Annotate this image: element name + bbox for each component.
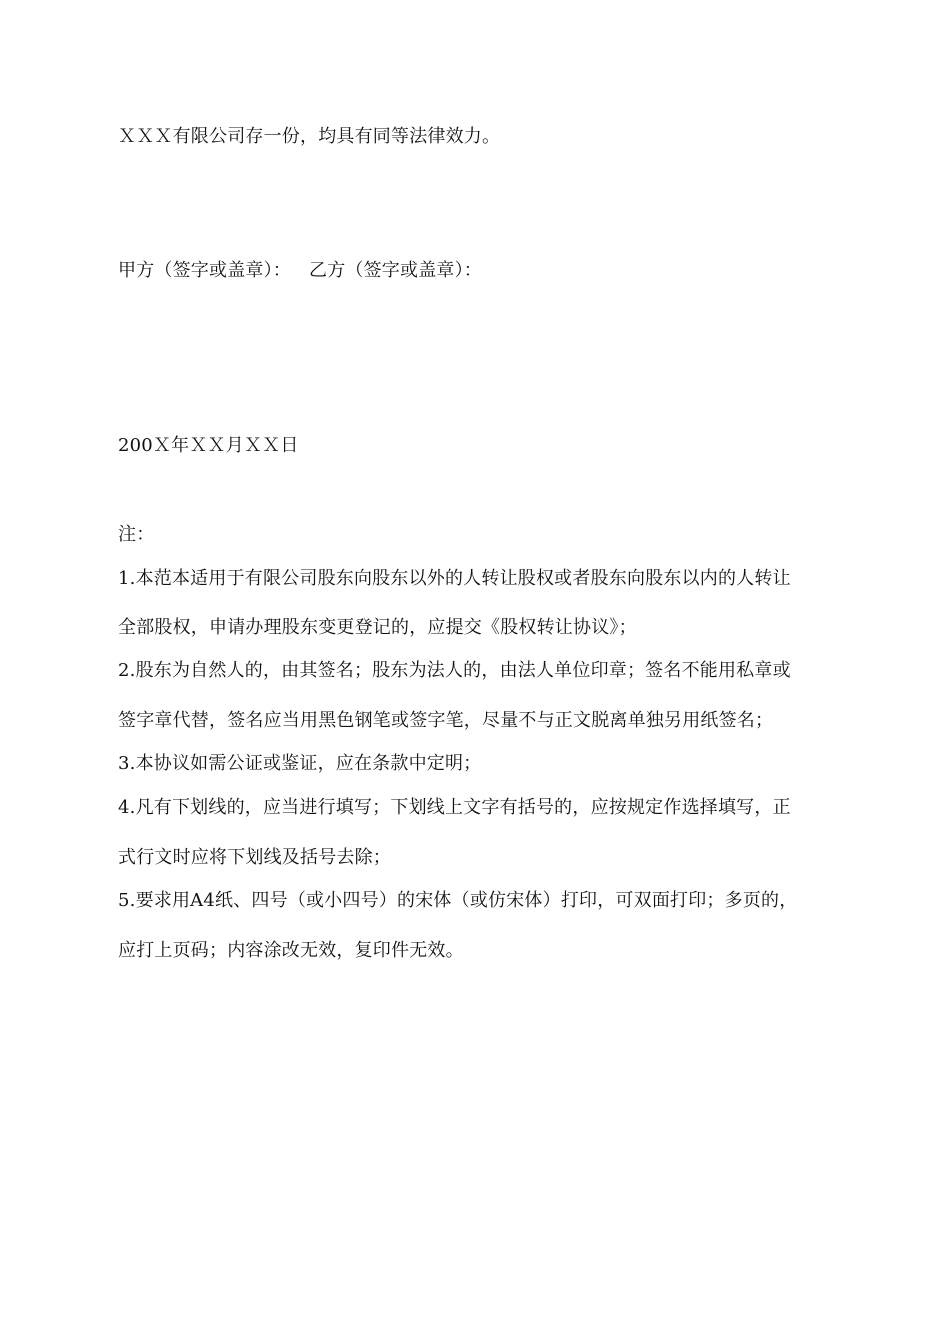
- note-item-4-line-1: 4.凡有下划线的，应当进行填写；下划线上文字有括号的，应按规定作选择填写，正: [118, 797, 791, 818]
- agreement-date: 200Ｘ年ＸＸ月ＸＸ日: [118, 435, 299, 456]
- note-item-3-line-1: 3.本协议如需公证或鉴证，应在条款中定明；: [118, 753, 482, 774]
- note-item-1-line-1: 1.本范本适用于有限公司股东向股东以外的人转让股权或者股东向股东以内的人转让: [118, 568, 791, 589]
- party-a-signature-label: 甲方（签字或盖章）：: [118, 260, 291, 281]
- closing-statement: ＸＸＸ有限公司存一份，均具有同等法律效力。: [118, 126, 501, 147]
- note-item-4-line-2: 式行文时应将下划线及括号去除；: [118, 847, 391, 868]
- notes-heading: 注：: [118, 524, 155, 545]
- note-item-1-line-2: 全部股权，申请办理股东变更登记的，应提交《股权转让协议》；: [118, 617, 637, 638]
- signature-line: [118, 259, 482, 283]
- party-b-signature-label: 乙方（签字或盖章）：: [309, 260, 482, 281]
- note-item-2-line-1: 2.股东为自然人的，由其签名；股东为法人的，由法人单位印章；签名不能用私章或: [118, 660, 791, 681]
- note-item-5-line-2: 应打上页码；内容涂改无效，复印件无效。: [118, 940, 464, 961]
- note-item-2-line-2: 签字章代替，签名应当用黑色钢笔或签字笔，尽量不与正文脱离单独另用纸签名；: [118, 710, 774, 731]
- note-item-5-line-1: 5.要求用A4纸、四号（或小四号）的宋体（或仿宋体）打印，可双面打印；多页的，: [118, 890, 798, 911]
